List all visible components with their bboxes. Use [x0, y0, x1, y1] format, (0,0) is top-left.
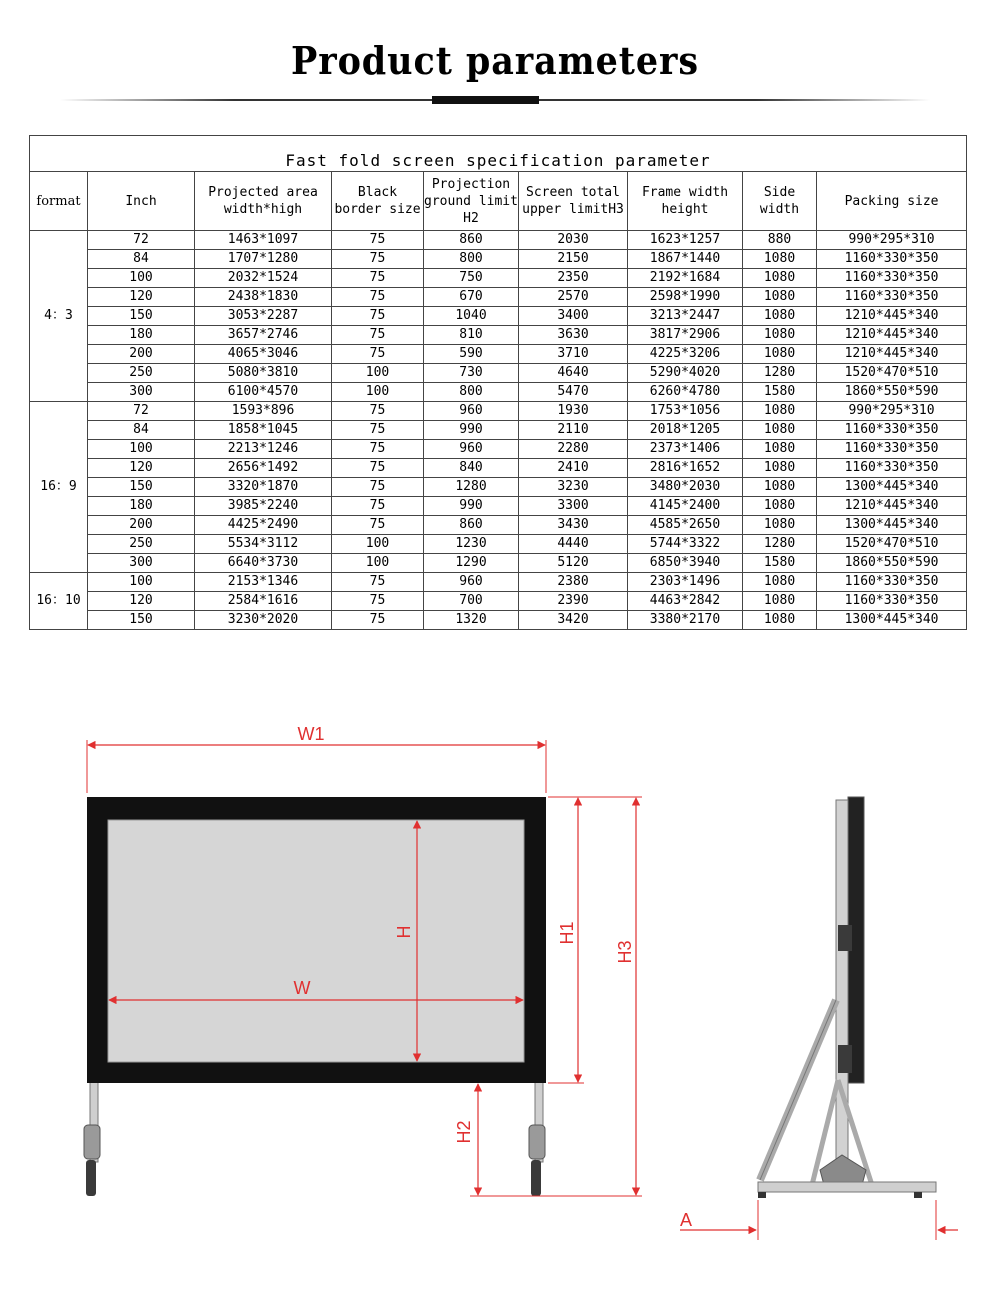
cell-h3: 3400	[519, 307, 628, 326]
cell-h3: 2390	[519, 592, 628, 611]
cell-side-width: 1080	[743, 592, 817, 611]
cell-black-border: 75	[332, 326, 424, 345]
cell-h2: 960	[424, 573, 519, 592]
cell-packing-size: 1300*445*340	[817, 478, 967, 497]
cell-packing-size: 1520*470*510	[817, 364, 967, 383]
cell-h3: 2150	[519, 250, 628, 269]
cell-side-width: 1080	[743, 459, 817, 478]
cell-packing-size: 1160*330*350	[817, 440, 967, 459]
cell-black-border: 75	[332, 573, 424, 592]
header-format: format	[30, 172, 88, 231]
cell-frame-size: 1753*1056	[628, 402, 743, 421]
table-row	[30, 269, 967, 288]
cell-frame-size: 3380*2170	[628, 611, 743, 630]
cell-h3: 4640	[519, 364, 628, 383]
cell-h3: 2110	[519, 421, 628, 440]
cell-projected-area: 1593*896	[195, 402, 332, 421]
cell-inch: 100	[88, 269, 195, 288]
cell-black-border: 75	[332, 592, 424, 611]
cell-inch: 250	[88, 535, 195, 554]
cell-h2: 810	[424, 326, 519, 345]
cell-frame-size: 1867*1440	[628, 250, 743, 269]
format-cell: 4：3	[30, 231, 88, 402]
cell-black-border: 100	[332, 535, 424, 554]
cell-frame-size: 5744*3322	[628, 535, 743, 554]
cell-inch: 84	[88, 250, 195, 269]
table-row	[30, 364, 967, 383]
cell-h3: 3420	[519, 611, 628, 630]
cell-inch: 180	[88, 326, 195, 345]
cell-side-width: 1080	[743, 440, 817, 459]
table-row	[30, 383, 967, 402]
cell-h3: 2570	[519, 288, 628, 307]
w1-label: W1	[297, 724, 325, 744]
cell-projected-area: 1707*1280	[195, 250, 332, 269]
spec-table-body	[30, 231, 967, 630]
format-cell: 16：9	[30, 402, 88, 573]
cell-projected-area: 5080*3810	[195, 364, 332, 383]
cell-side-width: 1080	[743, 345, 817, 364]
table-row	[30, 478, 967, 497]
header-h2: Projection ground limit H2	[424, 172, 519, 231]
screen-surface	[108, 820, 524, 1062]
title-divider-accent	[432, 96, 539, 104]
table-caption: Fast fold screen specification parameter	[30, 136, 967, 172]
cell-frame-size: 2303*1496	[628, 573, 743, 592]
cell-inch: 250	[88, 364, 195, 383]
cell-inch: 300	[88, 554, 195, 573]
cell-h2: 1290	[424, 554, 519, 573]
cell-packing-size: 1210*445*340	[817, 497, 967, 516]
table-row	[30, 307, 967, 326]
cell-frame-size: 3213*2447	[628, 307, 743, 326]
table-row	[30, 402, 967, 421]
h2-label: H2	[454, 1120, 474, 1144]
cell-h2: 1280	[424, 478, 519, 497]
cell-black-border: 75	[332, 402, 424, 421]
cell-inch: 150	[88, 611, 195, 630]
cell-inch: 84	[88, 421, 195, 440]
cell-h2: 730	[424, 364, 519, 383]
cell-projected-area: 2656*1492	[195, 459, 332, 478]
cell-packing-size: 1160*330*350	[817, 573, 967, 592]
cell-black-border: 75	[332, 421, 424, 440]
cell-side-width: 1080	[743, 269, 817, 288]
cell-frame-size: 3817*2906	[628, 326, 743, 345]
cell-side-width: 1080	[743, 516, 817, 535]
cell-side-width: 1080	[743, 402, 817, 421]
cell-packing-size: 1300*445*340	[817, 516, 967, 535]
header-black-border: Black border size	[332, 172, 424, 231]
cell-projected-area: 2438*1830	[195, 288, 332, 307]
cell-h3: 3230	[519, 478, 628, 497]
cell-h3: 3300	[519, 497, 628, 516]
cell-frame-size: 4585*2650	[628, 516, 743, 535]
cell-frame-size: 6260*4780	[628, 383, 743, 402]
cell-black-border: 75	[332, 440, 424, 459]
cell-h2: 960	[424, 440, 519, 459]
front-left-leg	[84, 1082, 100, 1196]
h3-label: H3	[615, 940, 635, 964]
table-row	[30, 535, 967, 554]
table-row	[30, 250, 967, 269]
cell-side-width: 1280	[743, 535, 817, 554]
cell-h2: 840	[424, 459, 519, 478]
cell-projected-area: 3053*2287	[195, 307, 332, 326]
cell-frame-size: 2816*1652	[628, 459, 743, 478]
header-inch: Inch	[88, 172, 195, 231]
cell-inch: 200	[88, 516, 195, 535]
cell-side-width: 1080	[743, 478, 817, 497]
table-row	[30, 459, 967, 478]
cell-packing-size: 990*295*310	[817, 402, 967, 421]
cell-projected-area: 2584*1616	[195, 592, 332, 611]
cell-inch: 120	[88, 592, 195, 611]
cell-black-border: 75	[332, 497, 424, 516]
cell-inch: 120	[88, 288, 195, 307]
a-label: A	[679, 1210, 693, 1230]
cell-projected-area: 2153*1346	[195, 573, 332, 592]
side-view-stand	[758, 797, 936, 1198]
cell-projected-area: 3657*2746	[195, 326, 332, 345]
cell-h2: 800	[424, 383, 519, 402]
cell-packing-size: 1300*445*340	[817, 611, 967, 630]
cell-packing-size: 1160*330*350	[817, 421, 967, 440]
cell-h3: 3630	[519, 326, 628, 345]
table-row	[30, 554, 967, 573]
cell-side-width: 1080	[743, 250, 817, 269]
cell-projected-area: 4425*2490	[195, 516, 332, 535]
cell-h3: 5120	[519, 554, 628, 573]
cell-black-border: 75	[332, 611, 424, 630]
screen-dimension-diagram	[0, 700, 990, 1260]
cell-h3: 3710	[519, 345, 628, 364]
cell-inch: 72	[88, 231, 195, 250]
cell-inch: 300	[88, 383, 195, 402]
cell-frame-size: 6850*3940	[628, 554, 743, 573]
header-projected-area: Projected area width*high	[195, 172, 332, 231]
cell-black-border: 100	[332, 364, 424, 383]
cell-projected-area: 1463*1097	[195, 231, 332, 250]
cell-inch: 200	[88, 345, 195, 364]
cell-h2: 700	[424, 592, 519, 611]
cell-projected-area: 3985*2240	[195, 497, 332, 516]
cell-black-border: 75	[332, 231, 424, 250]
cell-black-border: 75	[332, 288, 424, 307]
table-row	[30, 288, 967, 307]
cell-h2: 860	[424, 516, 519, 535]
cell-h3: 1930	[519, 402, 628, 421]
cell-h3: 4440	[519, 535, 628, 554]
cell-side-width: 1280	[743, 364, 817, 383]
cell-h3: 2280	[519, 440, 628, 459]
cell-h3: 2350	[519, 269, 628, 288]
table-row	[30, 440, 967, 459]
cell-projected-area: 5534*3112	[195, 535, 332, 554]
cell-projected-area: 4065*3046	[195, 345, 332, 364]
cell-h2: 1320	[424, 611, 519, 630]
cell-side-width: 1580	[743, 554, 817, 573]
cell-black-border: 100	[332, 383, 424, 402]
cell-black-border: 75	[332, 478, 424, 497]
header-side-width: Side width	[743, 172, 817, 231]
cell-projected-area: 3320*1870	[195, 478, 332, 497]
header-packing-size: Packing size	[817, 172, 967, 231]
cell-frame-size: 1623*1257	[628, 231, 743, 250]
cell-packing-size: 1160*330*350	[817, 288, 967, 307]
cell-projected-area: 2032*1524	[195, 269, 332, 288]
table-row	[30, 516, 967, 535]
cell-h2: 1040	[424, 307, 519, 326]
cell-packing-size: 1520*470*510	[817, 535, 967, 554]
table-row	[30, 421, 967, 440]
cell-frame-size: 5290*4020	[628, 364, 743, 383]
h1-label: H1	[557, 921, 577, 945]
cell-h2: 990	[424, 497, 519, 516]
cell-h2: 860	[424, 231, 519, 250]
table-row	[30, 497, 967, 516]
cell-black-border: 75	[332, 269, 424, 288]
cell-side-width: 1080	[743, 611, 817, 630]
cell-projected-area: 3230*2020	[195, 611, 332, 630]
format-cell: 16：10	[30, 573, 88, 630]
page-title: Product parameters	[291, 38, 699, 83]
cell-frame-size: 2373*1406	[628, 440, 743, 459]
cell-packing-size: 1210*445*340	[817, 345, 967, 364]
cell-h3: 5470	[519, 383, 628, 402]
cell-black-border: 75	[332, 516, 424, 535]
table-row	[30, 611, 967, 630]
header-frame-size: Frame width height	[628, 172, 743, 231]
cell-projected-area: 1858*1045	[195, 421, 332, 440]
cell-black-border: 100	[332, 554, 424, 573]
cell-inch: 150	[88, 478, 195, 497]
cell-packing-size: 1210*445*340	[817, 326, 967, 345]
cell-packing-size: 1210*445*340	[817, 307, 967, 326]
front-right-leg	[529, 1082, 545, 1196]
cell-packing-size: 1160*330*350	[817, 269, 967, 288]
cell-h2: 990	[424, 421, 519, 440]
table-row	[30, 573, 967, 592]
cell-packing-size: 990*295*310	[817, 231, 967, 250]
cell-inch: 72	[88, 402, 195, 421]
cell-frame-size: 4145*2400	[628, 497, 743, 516]
table-row	[30, 231, 967, 250]
cell-side-width: 1080	[743, 497, 817, 516]
cell-packing-size: 1160*330*350	[817, 592, 967, 611]
cell-side-width: 1080	[743, 307, 817, 326]
cell-h3: 3430	[519, 516, 628, 535]
table-row	[30, 326, 967, 345]
cell-frame-size: 2192*1684	[628, 269, 743, 288]
cell-h2: 590	[424, 345, 519, 364]
w-label: W	[293, 978, 311, 998]
cell-frame-size: 4463*2842	[628, 592, 743, 611]
cell-inch: 100	[88, 440, 195, 459]
cell-frame-size: 4225*3206	[628, 345, 743, 364]
cell-frame-size: 2018*1205	[628, 421, 743, 440]
cell-packing-size: 1160*330*350	[817, 459, 967, 478]
cell-h3: 2410	[519, 459, 628, 478]
cell-packing-size: 1160*330*350	[817, 250, 967, 269]
cell-frame-size: 3480*2030	[628, 478, 743, 497]
cell-packing-size: 1860*550*590	[817, 383, 967, 402]
cell-projected-area: 6640*3730	[195, 554, 332, 573]
cell-h2: 750	[424, 269, 519, 288]
cell-h2: 1230	[424, 535, 519, 554]
cell-projected-area: 6100*4570	[195, 383, 332, 402]
spec-table	[29, 135, 967, 630]
cell-black-border: 75	[332, 250, 424, 269]
cell-side-width: 1080	[743, 326, 817, 345]
cell-h2: 800	[424, 250, 519, 269]
cell-black-border: 75	[332, 459, 424, 478]
cell-h2: 670	[424, 288, 519, 307]
cell-black-border: 75	[332, 345, 424, 364]
table-row	[30, 592, 967, 611]
cell-inch: 120	[88, 459, 195, 478]
cell-side-width: 1580	[743, 383, 817, 402]
cell-inch: 180	[88, 497, 195, 516]
cell-projected-area: 2213*1246	[195, 440, 332, 459]
cell-packing-size: 1860*550*590	[817, 554, 967, 573]
table-row	[30, 345, 967, 364]
cell-inch: 150	[88, 307, 195, 326]
cell-side-width: 1080	[743, 421, 817, 440]
cell-h3: 2030	[519, 231, 628, 250]
cell-black-border: 75	[332, 307, 424, 326]
cell-h3: 2380	[519, 573, 628, 592]
cell-side-width: 1080	[743, 288, 817, 307]
cell-h2: 960	[424, 402, 519, 421]
header-h3: Screen total upper limitH3	[519, 172, 628, 231]
cell-inch: 100	[88, 573, 195, 592]
cell-side-width: 880	[743, 231, 817, 250]
cell-side-width: 1080	[743, 573, 817, 592]
cell-frame-size: 2598*1990	[628, 288, 743, 307]
h-label: H	[394, 925, 414, 939]
